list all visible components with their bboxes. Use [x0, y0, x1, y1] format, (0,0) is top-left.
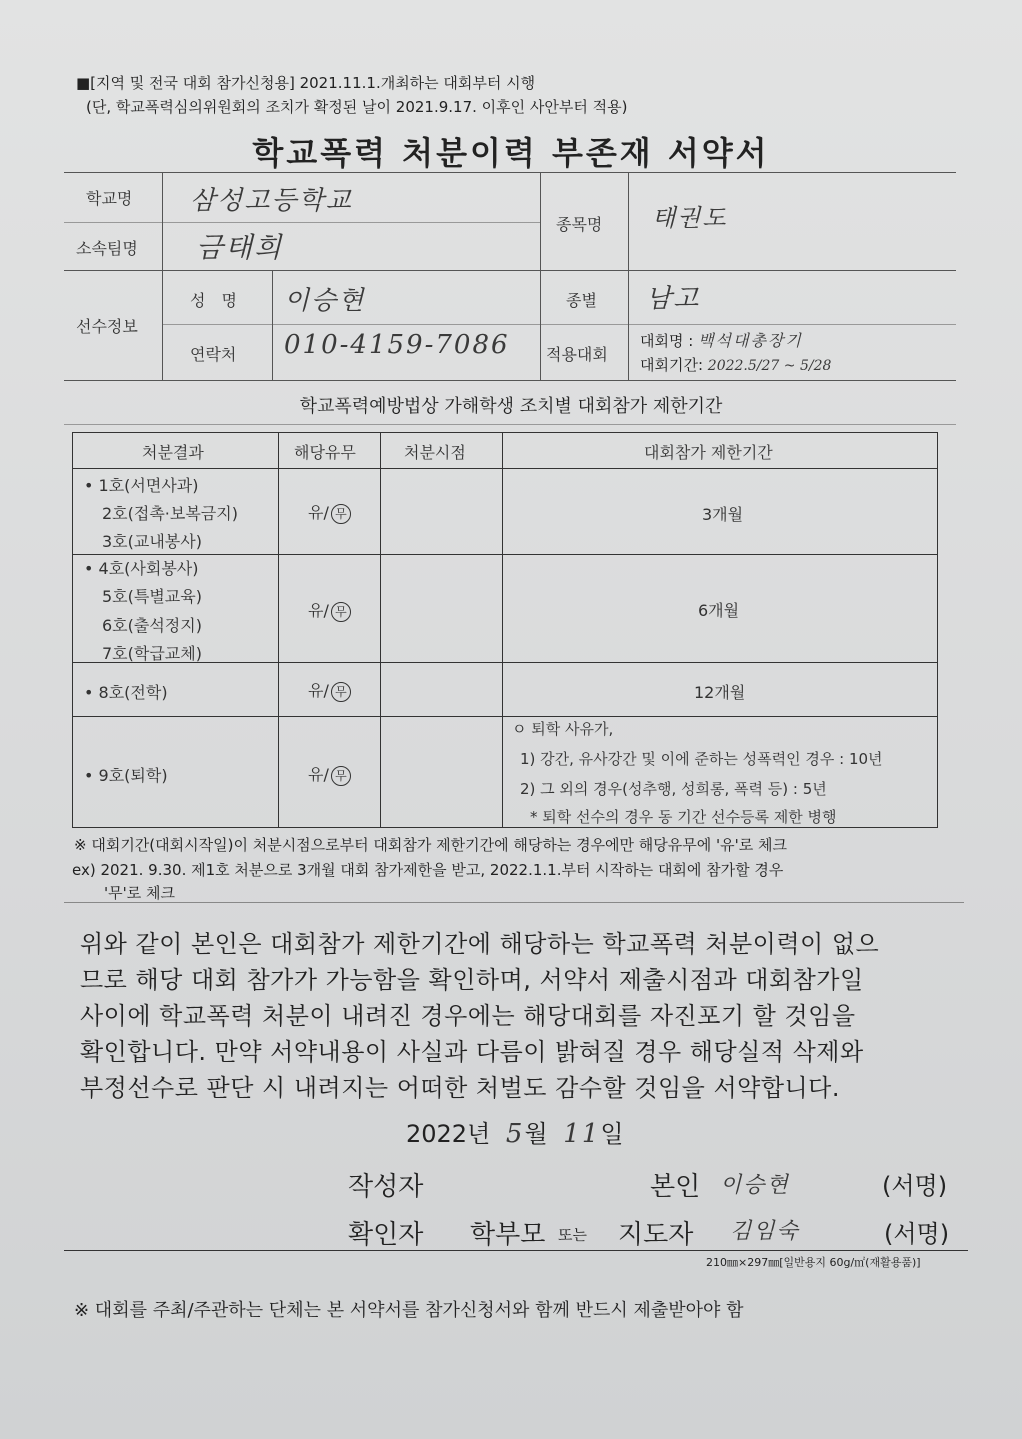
document-title: 학교폭력 처분이력 부존재 서약서 [252, 134, 770, 172]
competition-name-prefix: 대회명 : [640, 332, 694, 350]
name-label: 성 명 [190, 291, 237, 310]
school-value: 삼성고등학교 [190, 186, 353, 216]
event-label: 종목명 [556, 215, 603, 234]
row2-checked-mark: 무 [331, 602, 351, 622]
row3-checked-mark: 무 [331, 682, 351, 702]
footer-note: ※ 대회를 주최/주관하는 단체는 본 서약서를 참가신청서와 함께 반드시 제출받아야 함 [74, 1300, 744, 1321]
row2-applicable: 유/ 무 [308, 598, 351, 622]
col-header-applicable: 해당유무 [294, 443, 356, 462]
sign-placeholder-1: (서명) [882, 1172, 948, 1200]
gender-value: 남고 [646, 284, 701, 314]
date-year: 2022년 [406, 1120, 491, 1148]
col-header-period: 대회참가 제한기간 [644, 443, 773, 462]
coach-label: 지도자 [618, 1220, 694, 1250]
name-value: 이승현 [284, 286, 366, 316]
note-2: ex) 2021. 9.30. 제1호 처분으로 3개월 대회 참가제한을 받고, 2022.1.1.부터 시작하는 대회에 참가할 경우 [72, 861, 784, 879]
writer-label: 작성자 [348, 1172, 424, 1202]
row2-item-2: 5호(특별교육) [102, 587, 202, 606]
row1-applicable: 유/ 무 [308, 500, 351, 524]
row1-checked-mark: 무 [331, 504, 351, 524]
parent-label: 학부모 [470, 1220, 546, 1250]
contact-label: 연락처 [190, 345, 237, 364]
row4-checked-mark: 무 [331, 766, 351, 786]
col-header-result: 처분결과 [142, 443, 204, 462]
team-value: 금태희 [196, 231, 284, 264]
event-value: 태권도 [652, 204, 728, 232]
row2-item-1: • 4호(사회봉사) [84, 559, 199, 578]
header-line-1: ■[지역 및 전국 대회 참가신청용] 2021.11.1.개최하는 대회부터 시행 [76, 74, 536, 92]
row4-period-line-1: ㅇ 퇴학 사유가, [512, 720, 614, 738]
header-line-2: (단, 학교폭력심의위원회의 조치가 확정된 날이 2021.9.17. 이후인 사안부터 적용) [86, 98, 628, 116]
row4-item-1: • 9호(퇴학) [84, 766, 168, 785]
date-day-value: 11 [563, 1119, 601, 1149]
col-header-time: 처분시점 [404, 443, 466, 462]
athlete-info-label: 선수정보 [76, 317, 138, 336]
confirm-label: 확인자 [348, 1220, 424, 1250]
or-label: 또는 [558, 1226, 587, 1244]
row2-period: 6개월 [698, 601, 740, 620]
date-month-value: 5 [505, 1119, 525, 1149]
team-label: 소속팀명 [76, 239, 138, 258]
pledge-line-2: 므로 해당 대회 참가가 가능함을 확인하며, 서약서 제출시점과 대회참가일 [80, 966, 864, 994]
competition-period-prefix: 대회기간: [640, 356, 704, 374]
school-label: 학교명 [86, 189, 133, 208]
coach-signature-name: 김임숙 [730, 1219, 800, 1244]
row3-applicable: 유/ 무 [308, 678, 351, 702]
self-signature-name: 이승현 [720, 1173, 790, 1198]
note-1: ※ 대회기간(대회시작일)이 처분시점으로부터 대회참가 제한기간에 해당하는 경우에만 해당유무에 '유'로 체크 [74, 836, 787, 854]
date-day-unit: 일 [600, 1120, 624, 1148]
sign-placeholder-2: (서명) [884, 1220, 950, 1248]
gender-label: 종별 [566, 291, 597, 310]
restriction-heading: 학교폭력예방법상 가해학생 조치별 대회참가 제한기간 [299, 396, 723, 417]
competition-label: 적용대회 [546, 345, 608, 364]
paper-spec: 210㎜×297㎜[일반용지 60g/㎡(재활용품)] [706, 1256, 921, 1269]
row4-applicable: 유/ 무 [308, 762, 351, 786]
contact-value: 010-4159-7086 [284, 330, 510, 360]
date-month-unit: 월 [524, 1120, 548, 1148]
competition-period-value: 2022.5/27 ~ 5/28 [707, 358, 832, 374]
row1-item-1: • 1호(서면사과) [84, 476, 199, 495]
competition-name [640, 328, 803, 351]
pledge-date [406, 1114, 624, 1149]
row1-item-3: 3호(교내봉사) [102, 532, 202, 551]
competition-period [640, 354, 831, 375]
row3-item-1: • 8호(전학) [84, 683, 168, 702]
competition-name-value: 백석대총장기 [698, 331, 803, 350]
pledge-line-4: 확인합니다. 만약 서약내용이 사실과 다름이 밝혀질 경우 해당실적 삭제와 [80, 1038, 864, 1066]
pledge-line-3: 사이에 학교폭력 처분이 내려진 경우에는 해당대회를 자진포기 할 것임을 [80, 1002, 856, 1030]
row1-item-2: 2호(접촉·보복금지) [102, 504, 238, 523]
row4-period-line-4: * 퇴학 선수의 경우 동 기간 선수등록 제한 병행 [530, 808, 837, 826]
row4-period-line-2: 1) 강간, 유사강간 및 이에 준하는 성폭력인 경우 : 10년 [520, 750, 883, 768]
note-3: '무'로 체크 [104, 884, 175, 902]
row2-item-4: 7호(학급교체) [102, 644, 202, 663]
self-label: 본인 [650, 1172, 701, 1202]
pledge-line-5: 부정선수로 판단 시 내려지는 어떠한 처벌도 감수할 것임을 서약합니다. [80, 1074, 840, 1102]
row3-period: 12개월 [694, 683, 746, 702]
row4-period-line-3: 2) 그 외의 경우(성추행, 성희롱, 폭력 등) : 5년 [520, 780, 827, 798]
pledge-line-1: 위와 같이 본인은 대회참가 제한기간에 해당하는 학교폭력 처분이력이 없으 [80, 930, 880, 958]
row2-item-3: 6호(출석정지) [102, 616, 202, 635]
row1-period: 3개월 [702, 505, 744, 524]
